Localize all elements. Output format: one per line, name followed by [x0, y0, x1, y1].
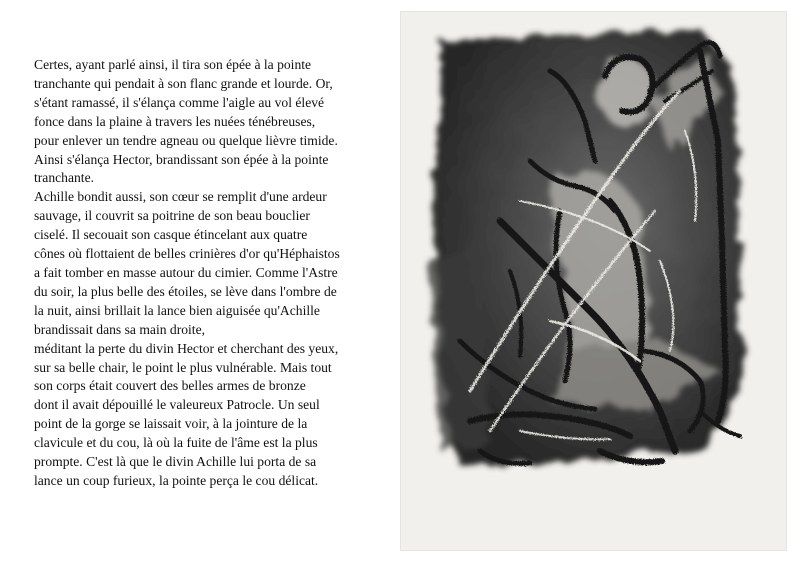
poem-line: Achille bondit aussi, son cœur se remplit d'une ardeur — [34, 189, 327, 205]
poem-line: son corps était couvert des belles armes de bronze — [34, 378, 306, 394]
poem-line: point de la gorge se laissait voir, à la jointure de la — [34, 416, 308, 432]
poem-line: tranchante. — [34, 170, 95, 186]
poem-line: prompte. C'est là que le divin Achille lui porta de sa — [34, 454, 317, 470]
poem-line: sauvage, il couvrit sa poitrine de son beau bouclier — [34, 208, 310, 224]
poem-line: a fait tomber en masse autour du cimier. Comme l'Astre — [34, 264, 338, 280]
poem-line: la nuit, ainsi brillait la lance bien aiguisée qu'Achille — [34, 302, 320, 318]
poem-line: du soir, la plus belle des étoiles, se lève dans l'ombre de — [34, 283, 337, 299]
poem-line: pour enlever un tendre agneau ou quelque lièvre timide. — [34, 132, 338, 148]
poem-line: s'étant ramassé, il s'élança comme l'aigle au vol élevé — [34, 94, 325, 110]
drawing-canvas — [400, 11, 787, 551]
poem-line: tranchante qui pendait à son flanc grande et lourde. Or, — [34, 75, 333, 91]
poem-line: clavicule et du cou, là où la fuite de l'âme est la plus — [34, 435, 318, 451]
poem-text — [34, 56, 394, 491]
poem-line: Ainsi s'élança Hector, brandissant son épée à la pointe — [34, 151, 329, 167]
poem-line: fonce dans la plaine à travers les nuées ténébreuses, — [34, 113, 316, 129]
poem-line: cônes où flottaient de belles crinières d'or qu'Héphaistos — [34, 246, 340, 262]
poem-line: lance un coup furieux, la pointe perça le cou délicat. — [34, 472, 319, 488]
poem-line: méditant la perte du divin Hector et cherchant des yeux, — [34, 340, 339, 356]
poem-line: Certes, ayant parlé ainsi, il tira son épée à la pointe — [34, 57, 312, 72]
poem-line: brandissait dans sa main droite, — [34, 321, 206, 337]
poem-line: dont il avait dépouillé le valeureux Patrocle. Un seul — [34, 397, 320, 413]
poem-line: sur sa belle chair, le point le plus vulnérable. Mais tout — [34, 359, 332, 375]
charcoal-drawing — [400, 11, 787, 551]
poem-line: ciselé. Il secouait son casque étincelant aux quatre — [34, 227, 308, 243]
